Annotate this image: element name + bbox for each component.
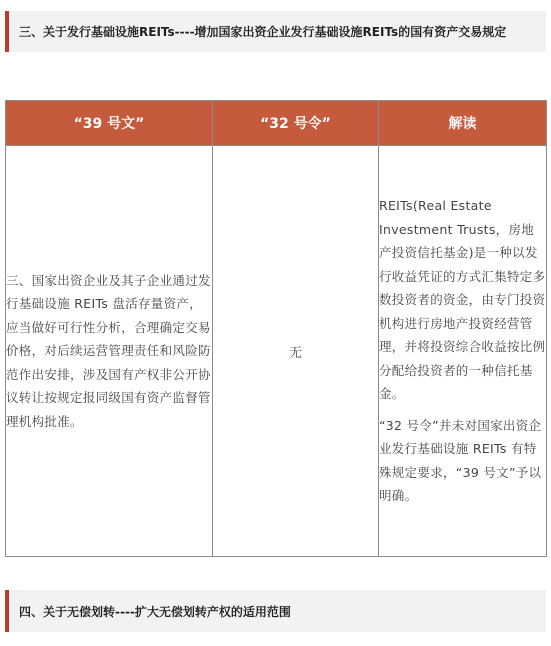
cell-order32: 无: [213, 146, 379, 557]
table-header-row: [6, 101, 547, 146]
section-header-reits: [5, 11, 546, 52]
section-title: 三、关于发行基础设施REITs----增加国家出资企业发行基础设施REITs的国有资产交易规定: [19, 25, 507, 39]
section-accent-bar: [5, 11, 9, 52]
section-accent-bar: [5, 590, 9, 632]
comparison-table: [5, 100, 547, 557]
cell-doc39: 三、国家出资企业及其子企业通过发行基础设施 REITs 盘活存量资产，应当做好可行性分析，合理确定交易价格，对后续运营管理责任和风险防范作出安排，涉及国有产权非公开协议转让按规定报同级国有资产监督管理机构批准。: [6, 146, 213, 557]
interpretation-paragraph: REITs(Real Estate Investment Trusts，房地产投资信托基金)是一种以发行收益凭证的方式汇集特定多数投资者的资金，由专门投资机构进行房地产投资经营管理，并将投资综合收益按比例分配给投资者的一种信托基金。: [379, 198, 546, 402]
column-header-order32: “32 号令”: [213, 101, 379, 146]
section-title: 四、关于无偿划转----扩大无偿划转产权的适用范围: [19, 604, 291, 619]
column-header-interpretation: 解读: [379, 101, 547, 146]
cell-interpretation: [379, 146, 547, 557]
interpretation-paragraph: “32 号令”并未对国家出资企业发行基础设施 REITs 有特殊规定要求，“39 号文”予以明确。: [379, 417, 542, 504]
column-header-doc39: “39 号文”: [6, 101, 213, 146]
section-header-free-transfer: [5, 590, 546, 632]
table-row: [6, 146, 547, 557]
